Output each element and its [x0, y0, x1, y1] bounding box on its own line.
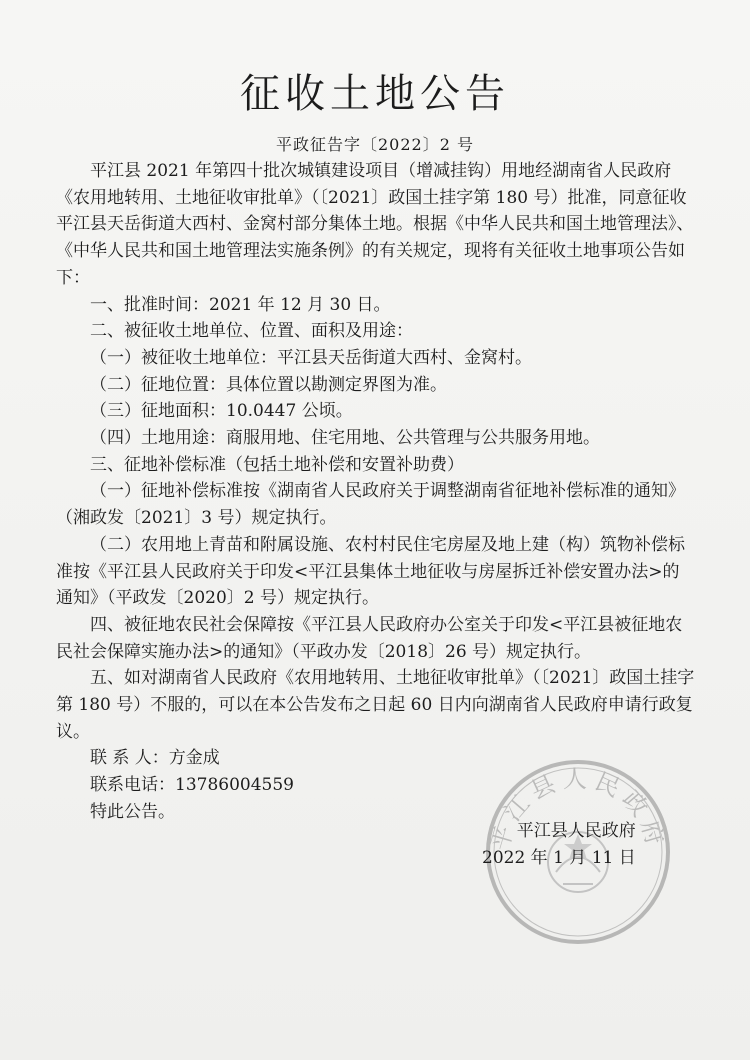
- section-two-heading: 二、被征收土地单位、位置、面积及用途：: [90, 321, 413, 342]
- approval-time: 一、批准时间：2021 年 12 月 30 日。: [90, 294, 391, 315]
- intro-paragraph: 平江县 2021 年第四十批次城镇建设项目（增减挂钩）用地经湖南省人民政府《农用地转用、土地征收审批单》（〔2021〕政国土挂字第 180 号）批准，同意征收平江县天岳街道大西村、金窝村部分集体土地。根据《中华人民共和国土地管理法》、《中华人民共和国土地管理法实施条例》的有关规定，现将有关征收土地事项公告如下：: [56, 161, 694, 288]
- closing-line: 特此公告。: [90, 801, 175, 822]
- appeal-paragraph: 五、如对湖南省人民政府《农用地转用、土地征收审批单》（〔2021〕政国土挂字第 180 号）不服的，可以在本公告发布之日起 60 日内向湖南省人民政府申请行政复议。: [56, 668, 695, 742]
- contact-person: 联 系 人：方金成: [90, 748, 220, 769]
- crop-building-compensation: （二）农用地上青苗和附属设施、农村村民住宅房屋及地上建（构）筑物补偿标准按《平江县人民政府关于印发<平江县集体土地征收与房屋拆迁补偿安置办法>的通知》（平政发〔2020〕2 号）规定执行。: [56, 534, 685, 609]
- social-security: 四、被征地农民社会保障按《平江县人民政府办公室关于印发<平江县被征地农民社会保障实施办法>的通知》（平政办发〔2018〕26 号）规定执行。: [56, 614, 683, 662]
- signature-block: [482, 818, 636, 871]
- notice-title: 征收土地公告: [240, 71, 510, 117]
- document-number: 平政征告字〔2022〕2 号: [276, 135, 474, 154]
- issuing-authority: 平江县人民政府: [516, 821, 636, 841]
- contact-phone: 联系电话：13786004559: [90, 775, 294, 796]
- land-use: （四）土地用途：商服用地、住宅用地、公共管理与公共服务用地。: [90, 428, 600, 449]
- section-three-heading: 三、征地补偿标准（包括土地补偿和安置补助费）: [90, 454, 464, 475]
- seal-text: 平江县人民政府: [485, 765, 671, 854]
- notice-body: [56, 158, 696, 826]
- compensation-standard: （一）征地补偿标准按《湖南省人民政府关于调整湖南省征地补偿标准的通知》（湘政发〔2021〕3 号）规定执行。: [56, 481, 685, 529]
- issue-date: 2022 年 1 月 11 日: [482, 847, 636, 868]
- land-location: （二）征地位置：具体位置以勘测定界图为准。: [90, 374, 447, 395]
- land-unit: （一）被征收土地单位：平江县天岳街道大西村、金窝村。: [90, 347, 532, 368]
- land-area: （三）征地面积：10.0447 公顷。: [90, 401, 353, 422]
